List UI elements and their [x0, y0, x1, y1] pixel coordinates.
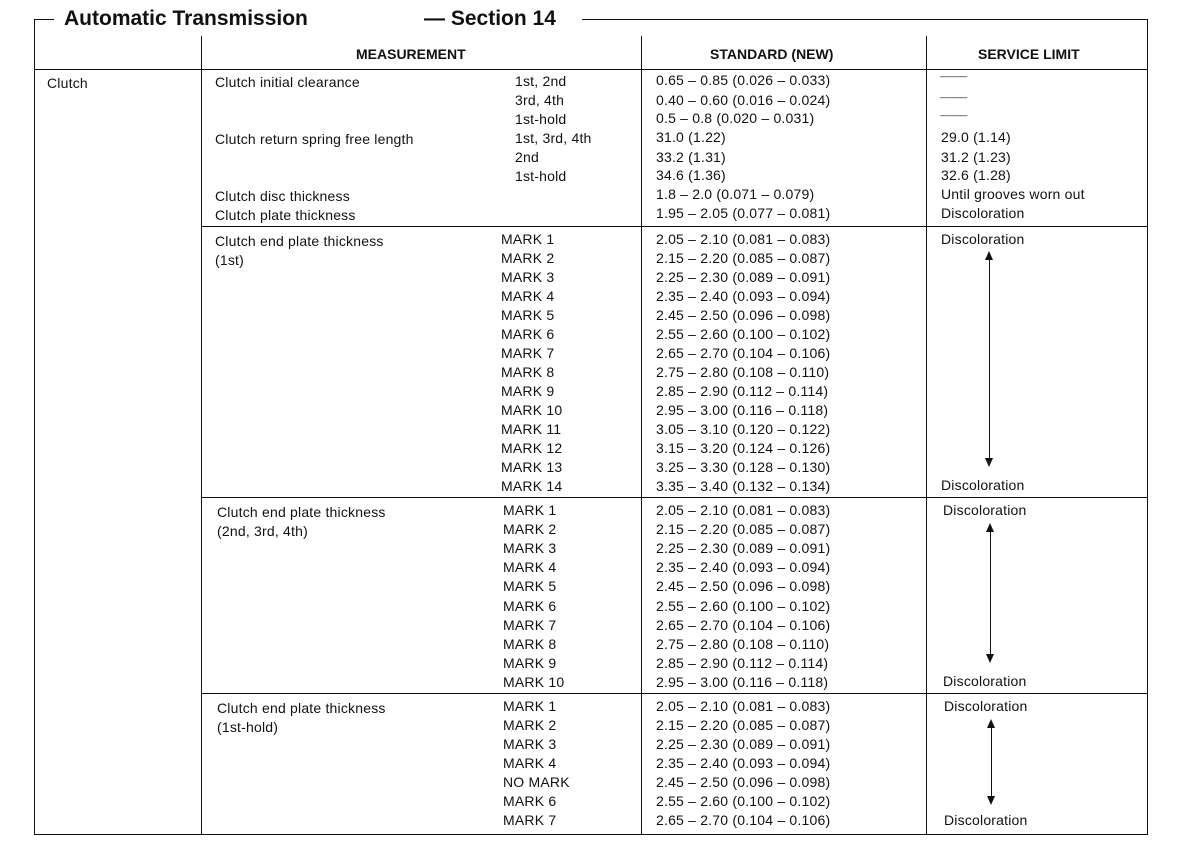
standard-value: 2.05 – 2.10 (0.081 – 0.083) [656, 231, 831, 247]
mark-label: MARK 8 [503, 636, 557, 652]
standard-value: 2.65 – 2.70 (0.104 – 0.106) [656, 812, 831, 828]
mark-label: MARK 10 [501, 402, 563, 418]
service-limit-value: 31.2 (1.23) [941, 149, 1011, 165]
title-rule-left [34, 19, 54, 20]
standard-value: 1.8 – 2.0 (0.071 – 0.079) [656, 186, 815, 202]
mark-label: MARK 3 [501, 269, 555, 285]
standard-value: 2.95 – 3.00 (0.116 – 0.118) [656, 402, 829, 418]
range-arrow-down-icon [985, 458, 993, 467]
standard-value: 2.55 – 2.60 (0.100 – 0.102) [656, 326, 831, 342]
group-sublabel: (2nd, 3rd, 4th) [217, 523, 308, 539]
standard-value: 2.05 – 2.10 (0.081 – 0.083) [656, 502, 831, 518]
standard-value: 2.15 – 2.20 (0.085 – 0.087) [656, 521, 831, 537]
standard-value: 1.95 – 2.05 (0.077 – 0.081) [656, 205, 831, 221]
standard-value: 2.85 – 2.90 (0.112 – 0.114) [656, 655, 829, 671]
col-header-service-limit: SERVICE LIMIT [978, 46, 1080, 62]
mark-label: MARK 4 [503, 559, 557, 575]
item-label-return-spring: Clutch return spring free length [215, 131, 414, 147]
condition: 1st, 3rd, 4th [515, 130, 592, 146]
item-label-disc: Clutch disc thickness [215, 188, 350, 204]
standard-value: 2.25 – 2.30 (0.089 – 0.091) [656, 736, 831, 752]
range-arrow-down-icon [986, 654, 994, 663]
col-divider-1 [201, 36, 202, 834]
condition: 2nd [515, 149, 539, 165]
service-limit-top: Discoloration [943, 502, 1027, 518]
mark-label: MARK 1 [501, 231, 555, 247]
mark-label: MARK 3 [503, 540, 557, 556]
col-header-standard: STANDARD (NEW) [710, 46, 834, 62]
mark-label: MARK 6 [503, 793, 557, 809]
range-arrow-down-icon [987, 796, 995, 805]
mark-label: MARK 5 [503, 578, 557, 594]
standard-value: 2.35 – 2.40 (0.093 – 0.094) [656, 288, 831, 304]
group-rule-3 [201, 693, 1148, 694]
col-divider-3 [926, 36, 927, 834]
range-arrow-line [991, 727, 992, 797]
frame-left [34, 19, 35, 834]
group-label: Clutch end plate thickness [217, 700, 386, 716]
service-limit-value: 32.6 (1.28) [941, 167, 1011, 183]
standard-value: 2.35 – 2.40 (0.093 – 0.094) [656, 755, 831, 771]
standard-value: 2.95 – 3.00 (0.116 – 0.118) [656, 674, 829, 690]
standard-value: 34.6 (1.36) [656, 167, 726, 183]
mark-label: MARK 6 [501, 326, 555, 342]
group-label: Clutch end plate thickness [217, 504, 386, 520]
standard-value: 2.05 – 2.10 (0.081 – 0.083) [656, 698, 831, 714]
standard-value: 2.75 – 2.80 (0.108 – 0.110) [656, 636, 830, 652]
frame-right [1147, 19, 1148, 834]
mark-label: MARK 2 [501, 250, 555, 266]
mark-label: MARK 5 [501, 307, 555, 323]
standard-value: 3.25 – 3.30 (0.128 – 0.130) [656, 459, 831, 475]
mark-label: MARK 14 [501, 478, 563, 494]
group-sublabel: (1st) [215, 252, 244, 268]
mark-label: MARK 6 [503, 598, 557, 614]
service-limit-value: 29.0 (1.14) [941, 129, 1011, 145]
group-rule-1 [201, 226, 1148, 227]
service-limit-value: Discoloration [941, 205, 1025, 221]
service-limit-top: Discoloration [941, 231, 1025, 247]
standard-value: 2.35 – 2.40 (0.093 – 0.094) [656, 559, 831, 575]
condition: 1st, 2nd [515, 73, 567, 89]
page-title: Automatic Transmission [64, 7, 308, 30]
mark-label: MARK 7 [501, 345, 555, 361]
standard-value: 31.0 (1.22) [656, 129, 726, 145]
mark-label: MARK 2 [503, 521, 557, 537]
mark-label: MARK 4 [503, 755, 557, 771]
service-limit-bottom: Discoloration [943, 673, 1027, 689]
mark-label: MARK 1 [503, 502, 557, 518]
standard-value: 2.15 – 2.20 (0.085 – 0.087) [656, 717, 831, 733]
mark-label: MARK 9 [503, 655, 557, 671]
service-limit-dash: ——— [940, 110, 968, 120]
mark-label: MARK 13 [501, 459, 563, 475]
standard-value: 2.55 – 2.60 (0.100 – 0.102) [656, 598, 831, 614]
col-header-measurement: MEASUREMENT [356, 46, 466, 62]
service-limit-value: Until grooves worn out [941, 186, 1085, 202]
standard-value: 2.75 – 2.80 (0.108 – 0.110) [656, 364, 830, 380]
frame-bottom [34, 834, 1148, 835]
title-rule-right [582, 19, 1148, 20]
standard-value: 0.65 – 0.85 (0.026 – 0.033) [656, 72, 831, 88]
range-arrow-line [990, 531, 991, 655]
mark-label: MARK 7 [503, 812, 557, 828]
standard-value: 3.15 – 3.20 (0.124 – 0.126) [656, 440, 831, 456]
standard-value: 0.5 – 0.8 (0.020 – 0.031) [656, 110, 815, 126]
mark-label: MARK 10 [503, 674, 565, 690]
mark-label: MARK 7 [503, 617, 557, 633]
mark-label: MARK 9 [501, 383, 555, 399]
standard-value: 2.25 – 2.30 (0.089 – 0.091) [656, 269, 831, 285]
service-limit-dash: ——— [940, 71, 968, 81]
mark-label: NO MARK [503, 774, 570, 790]
col-divider-2 [641, 36, 642, 834]
range-arrow-line [989, 259, 990, 459]
service-limit-bottom: Discoloration [941, 477, 1025, 493]
service-limit-top: Discoloration [944, 698, 1028, 714]
service-limit-dash: ——— [940, 92, 968, 102]
standard-value: 2.15 – 2.20 (0.085 – 0.087) [656, 250, 831, 266]
standard-value: 2.45 – 2.50 (0.096 – 0.098) [656, 307, 831, 323]
group-label: Clutch end plate thickness [215, 233, 384, 249]
group-rule-2 [201, 497, 1148, 498]
standard-value: 2.65 – 2.70 (0.104 – 0.106) [656, 345, 831, 361]
standard-value: 2.45 – 2.50 (0.096 – 0.098) [656, 774, 831, 790]
condition: 3rd, 4th [515, 92, 565, 108]
mark-label: MARK 8 [501, 364, 555, 380]
condition: 1st-hold [515, 111, 567, 127]
mark-label: MARK 2 [503, 717, 557, 733]
mark-label: MARK 12 [501, 440, 563, 456]
standard-value: 3.35 – 3.40 (0.132 – 0.134) [656, 478, 831, 494]
mark-label: MARK 1 [503, 698, 557, 714]
standard-value: 2.25 – 2.30 (0.089 – 0.091) [656, 540, 831, 556]
item-label-plate: Clutch plate thickness [215, 207, 356, 223]
mark-label: MARK 11 [501, 421, 562, 437]
category-label: Clutch [47, 75, 88, 91]
service-limit-bottom: Discoloration [944, 812, 1028, 828]
standard-value: 3.05 – 3.10 (0.120 – 0.122) [656, 421, 831, 437]
standard-value: 2.85 – 2.90 (0.112 – 0.114) [656, 383, 829, 399]
section-label: — Section 14 [424, 7, 556, 30]
condition: 1st-hold [515, 168, 567, 184]
standard-value: 2.55 – 2.60 (0.100 – 0.102) [656, 793, 831, 809]
mark-label: MARK 3 [503, 736, 557, 752]
group-sublabel: (1st-hold) [217, 719, 279, 735]
standard-value: 0.40 – 0.60 (0.016 – 0.024) [656, 92, 831, 108]
item-label-initial-clearance: Clutch initial clearance [215, 74, 360, 90]
standard-value: 2.45 – 2.50 (0.096 – 0.098) [656, 578, 831, 594]
standard-value: 2.65 – 2.70 (0.104 – 0.106) [656, 617, 831, 633]
standard-value: 33.2 (1.31) [656, 149, 726, 165]
mark-label: MARK 4 [501, 288, 555, 304]
